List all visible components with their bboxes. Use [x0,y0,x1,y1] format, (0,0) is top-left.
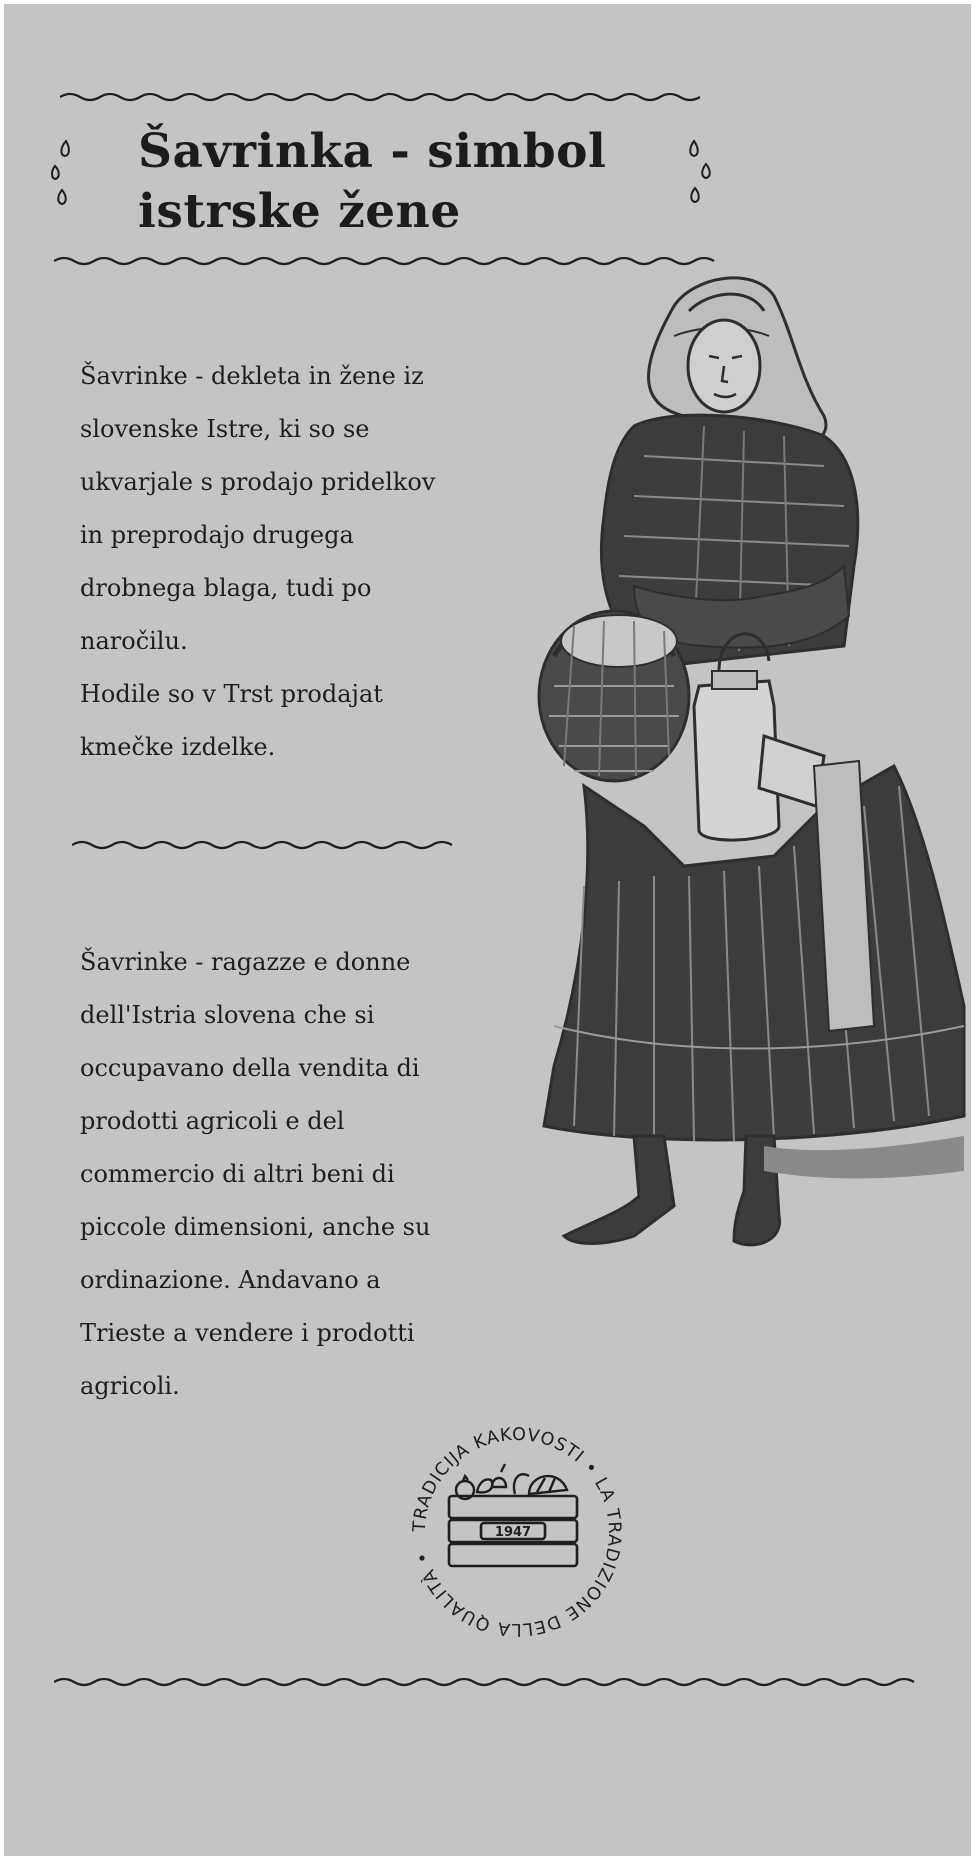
title-line-2: istrske žene [138,184,461,239]
slovenian-line: drobnega blaga, tudi po [80,574,372,602]
poster [4,4,971,1856]
produce-icon [456,1464,567,1499]
tradition-quality-badge [397,1412,637,1652]
savrinka-woman-illustration [524,266,970,1396]
italian-line: ordinazione. Andavano a [80,1266,381,1294]
slovenian-line: Hodile so v Trst prodajat [80,680,383,708]
badge-ring-textpath: TRADICIJA KAKOVOSTI • LA TRADIZIONE DELLA QUALITÀ • [409,1424,625,1640]
slovenian-paragraph [80,350,435,774]
slovenian-line: in preprodajo drugega [80,521,354,549]
italian-line: Šavrinke - ragazze e donne [80,948,411,976]
slovenian-line: kmečke izdelke. [80,733,276,761]
right-drops-ornament [684,138,716,212]
top-wave-divider [60,90,710,104]
italian-line: agricoli. [80,1372,180,1400]
bottom-wave-divider [54,1675,926,1689]
italian-line: dell'Istria slovena che si [80,1001,375,1029]
italian-line: prodotti agricoli e del [80,1107,345,1135]
left-drops-ornament [48,138,78,212]
middle-wave-divider [72,838,464,852]
slovenian-line: Šavrinke - dekleta in žene iz [80,362,424,390]
italian-paragraph [80,936,430,1413]
slovenian-line: ukvarjale s prodajo pridelkov [80,468,436,496]
badge-year: 1947 [494,1525,532,1540]
italian-line: piccole dimensioni, anche su [80,1213,431,1241]
italian-line: commercio di altri beni di [80,1160,395,1188]
page-title [138,122,658,242]
italian-line: occupavano della vendita di [80,1054,420,1082]
title-line-1: Šavrinka - simbol [138,124,607,179]
slovenian-line: naročilu. [80,627,188,655]
slovenian-line: slovenske Istre, ki so se [80,415,370,443]
italian-line: Trieste a vendere i prodotti [80,1319,415,1347]
